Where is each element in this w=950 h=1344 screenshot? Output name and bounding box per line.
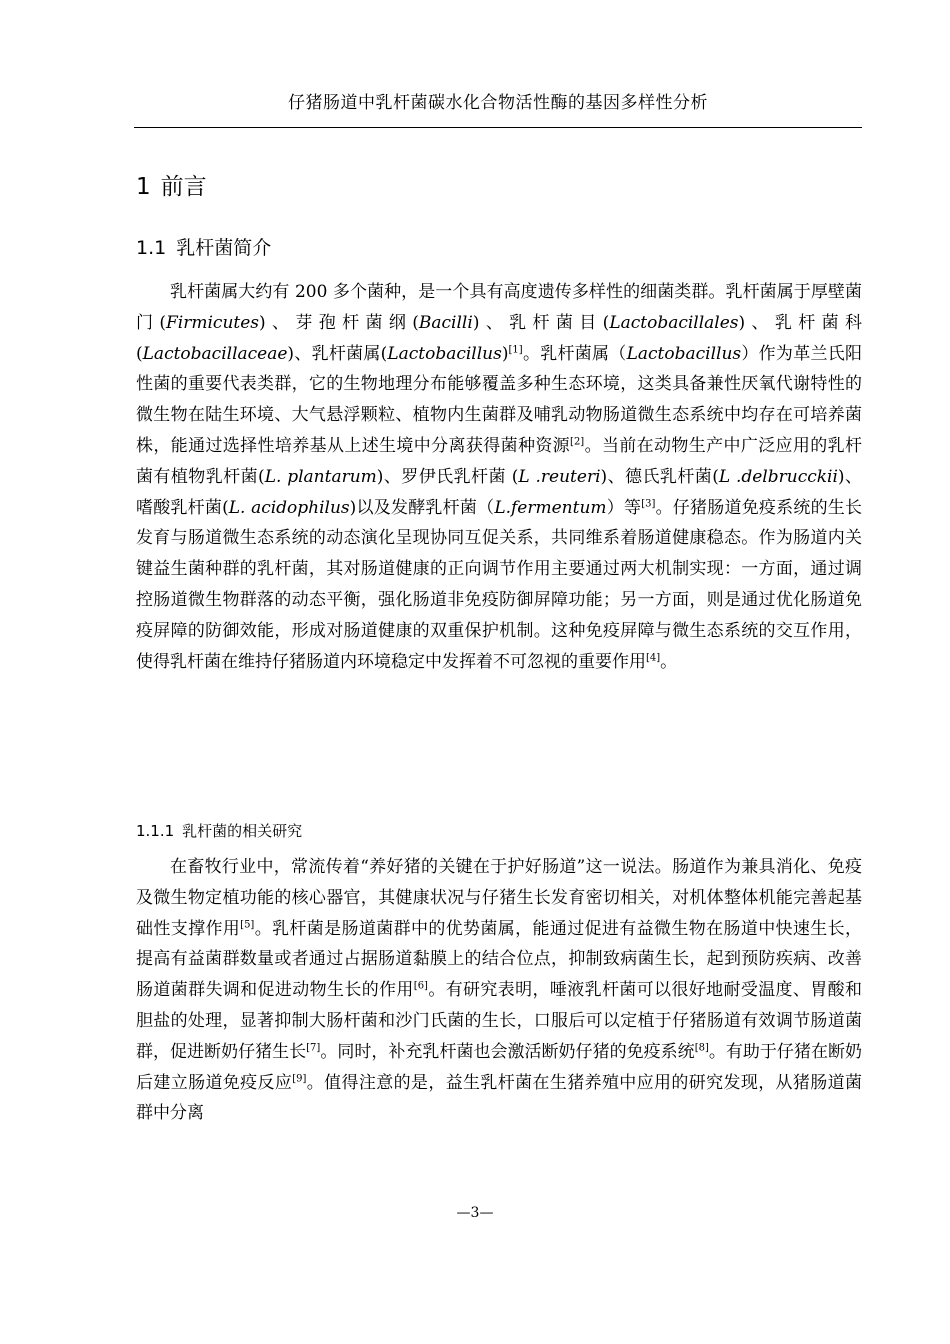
text-run: 。当前在动物生产中广泛应用的乳杆菌有植物乳杆菌( — [136, 435, 863, 487]
header-rule — [134, 127, 862, 128]
taxon-name: Lactobacillus — [387, 343, 502, 364]
text-run: 。值得注意的是，益生乳杆菌在生猪养殖中应用的研究发现，从猪肠道菌群中分离 — [136, 1072, 863, 1124]
text-run: )、乳杆菌属( — [287, 343, 388, 364]
citation-ref: [3] — [641, 497, 656, 509]
taxon-name: Bacilli — [418, 312, 473, 333]
citation-ref: [2] — [570, 436, 585, 448]
subsubsection-heading — [136, 819, 302, 843]
taxon-name: Firmicutes — [166, 312, 260, 333]
text-run: )、德氏乳杆菌( — [600, 466, 719, 487]
text-run: 。有助于仔猪在断奶后建立肠道免疫反应 — [136, 1041, 862, 1093]
subsubsection-number: 1.1.1 — [136, 822, 175, 840]
text-run: ）作为革兰氏阳性菌的重要代表类群，它的生物地理分布能够覆盖多种生态环境，这类具备兼性厌氧代谢特性的微生物在陆生环境、大气悬浮颗粒、植物内生菌群及哺乳动物肠道微生态系统中均存在可培养菌株，能通过选择性培养基从上述生境中分离获得菌种资源 — [136, 343, 863, 456]
taxon-name: L .reuteri — [518, 466, 601, 487]
text-run: 。仔猪肠道免疫系统的生长发育与肠道微生态系统的动态演化呈现协同互促关系，共同维系着肠道健康稳态。作为肠道内关键益生菌种群的乳杆菌，其对肠道健康的正向调节作用主要通过两大机制实现：一方面，通过调控肠道微生物群落的动态平衡，强化肠道非免疫防御屏障功能；另一方面，则是通过优化肠道免疫屏障的防御效能，形成对肠道健康的双重保护机制。这种免疫屏障与微生态系统的交互作用，使得乳杆菌在维持仔猪肠道内环境稳定中发挥着不可忽视的重要作用 — [136, 497, 863, 672]
section-number: 1 — [136, 174, 151, 200]
text-run: ）等 — [606, 497, 642, 518]
taxon-name: L. plantarum — [264, 466, 377, 487]
citation-ref: [8] — [694, 1042, 709, 1054]
taxon-name: Lactobacillus — [626, 343, 742, 364]
taxon-name: L.fermentum — [494, 497, 607, 518]
section-heading — [136, 171, 207, 203]
text-run: 。 — [660, 651, 678, 672]
running-head: 仔猪肠道中乳杆菌碳水化合物活性酶的基因多样性分析 — [288, 93, 708, 113]
text-run: 。有研究表明，唾液乳杆菌可以很好地耐受温度、胃酸和胆盐的处理，显著抑制大肠杆菌和沙门氏菌的生长，口服后可以定植于仔猪肠道有效调节肠道菌群，促进断奶仔猪生长 — [136, 980, 863, 1062]
taxon-name: Lactobacillales — [609, 312, 739, 333]
taxon-name: L .delbrucckii — [718, 466, 838, 487]
text-run: 在畜牧行业中，常流传着“养好猪的关键在于护好肠道”这一说法。肠道作为兼具消化、免疫及微生物定植功能的核心器官，其健康状况与仔猪生长发育密切相关，对机体整体机能完善起基础性支撑作用 — [136, 857, 862, 939]
page-number: —3— — [456, 1205, 494, 1221]
text-run: ) — [501, 343, 509, 364]
text-run: )、嗜酸乳杆菌( — [136, 466, 862, 518]
taxon-name: L. acidophilus — [228, 497, 350, 518]
subsection-number: 1.1 — [136, 237, 167, 259]
subsection-title: 乳杆菌简介 — [176, 237, 272, 259]
text-run: )、罗伊氏乳杆菌 ( — [376, 466, 519, 487]
text-run: )、乳杆菌科( — [136, 312, 863, 364]
citation-ref: [4] — [646, 651, 661, 663]
text-run: )、乳杆菌目( — [472, 312, 610, 333]
section-title: 前言 — [160, 174, 207, 200]
text-run: )、芽孢杆菌纲( — [259, 312, 419, 333]
text-run: )以及发酵乳杆菌（ — [349, 497, 495, 518]
citation-ref: [9] — [292, 1072, 307, 1084]
text-run: 。乳杆菌是肠道菌群中的优势菌属，能通过促进有益微生物在肠道中快速生长，提高有益菌群数量或者通过占据肠道黏膜上的结合位点，抑制致病菌生长，起到预防疾病、改善肠道菌群失调和促进动物生长的作用 — [136, 918, 863, 1001]
citation-ref: [7] — [306, 1042, 321, 1054]
text-run: 。乳杆菌属（ — [522, 343, 627, 364]
taxon-name: Lactobacillaceae — [142, 343, 288, 364]
citation-ref: [1] — [508, 343, 523, 355]
paragraph-2 — [136, 852, 862, 1129]
text-run: 乳杆菌属大约有 200 多个菌种，是一个具有高度遗传多样性的细菌类群。乳杆菌属于厚壁菌门( — [136, 282, 862, 333]
citation-ref: [5] — [240, 918, 255, 930]
text-run: 。同时，补充乳杆菌也会激活断奶仔猪的免疫系统 — [320, 1041, 695, 1062]
subsection-heading — [136, 234, 271, 262]
paragraph-1 — [136, 277, 862, 677]
subsubsection-title: 乳杆菌的相关研究 — [182, 822, 303, 840]
citation-ref: [6] — [413, 980, 428, 992]
